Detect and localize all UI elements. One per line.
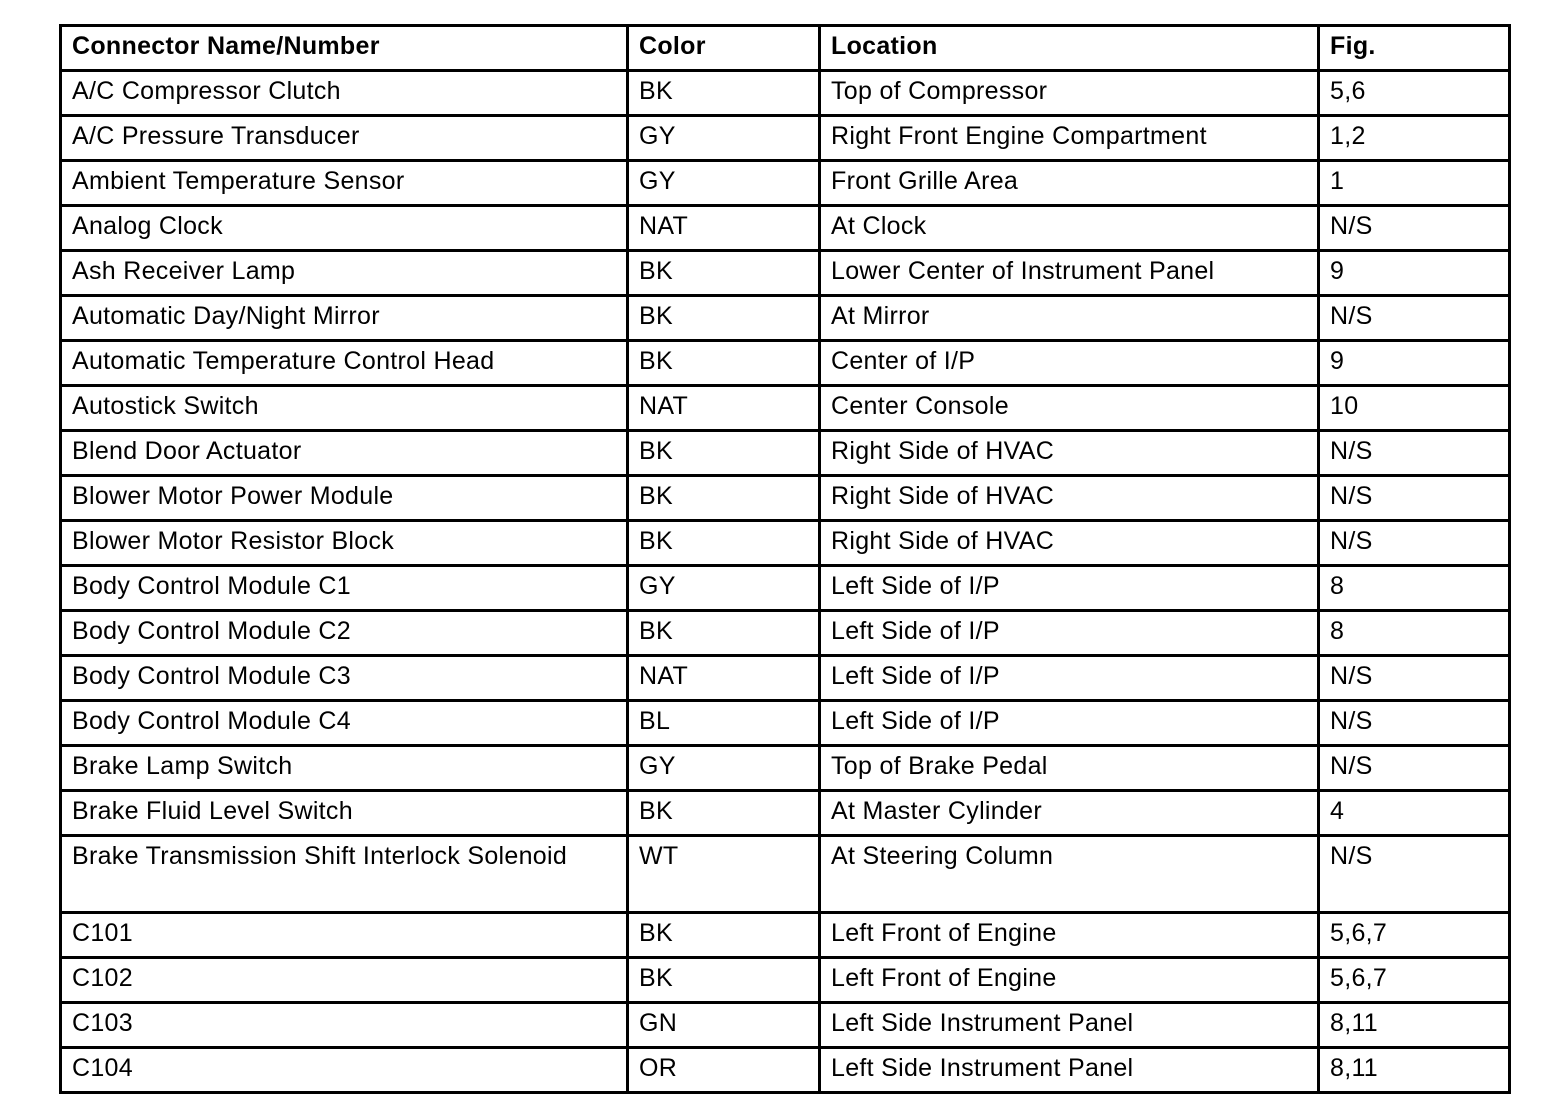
cell-color: BK xyxy=(628,476,820,521)
cell-fig: N/S xyxy=(1319,431,1510,476)
table-row xyxy=(61,611,1510,656)
cell-fig: 10 xyxy=(1319,386,1510,431)
table-row xyxy=(61,251,1510,296)
cell-location: Top of Brake Pedal xyxy=(820,746,1319,791)
table-row xyxy=(61,656,1510,701)
cell-color: NAT xyxy=(628,386,820,431)
cell-color: BK xyxy=(628,611,820,656)
cell-location: At Master Cylinder xyxy=(820,791,1319,836)
cell-connector-name: A/C Compressor Clutch xyxy=(61,71,628,116)
cell-color: NAT xyxy=(628,656,820,701)
cell-color: GY xyxy=(628,746,820,791)
cell-location: Lower Center of Instrument Panel xyxy=(820,251,1319,296)
table-row xyxy=(61,476,1510,521)
header-location: Location xyxy=(820,26,1319,71)
cell-fig: N/S xyxy=(1319,476,1510,521)
cell-connector-name: C104 xyxy=(61,1048,628,1093)
cell-location: Right Side of HVAC xyxy=(820,431,1319,476)
cell-location: Center Console xyxy=(820,386,1319,431)
table-row xyxy=(61,386,1510,431)
cell-fig: 5,6 xyxy=(1319,71,1510,116)
cell-color: GY xyxy=(628,566,820,611)
cell-fig: 5,6,7 xyxy=(1319,958,1510,1003)
cell-location: At Clock xyxy=(820,206,1319,251)
cell-connector-name: Analog Clock xyxy=(61,206,628,251)
table-row xyxy=(61,521,1510,566)
table-row xyxy=(61,1048,1510,1093)
cell-color: WT xyxy=(628,836,820,913)
cell-connector-name: Automatic Day/Night Mirror xyxy=(61,296,628,341)
cell-fig: 8,11 xyxy=(1319,1003,1510,1048)
cell-color: BK xyxy=(628,431,820,476)
header-fig: Fig. xyxy=(1319,26,1510,71)
cell-fig: 9 xyxy=(1319,341,1510,386)
table-row xyxy=(61,71,1510,116)
cell-connector-name: A/C Pressure Transducer xyxy=(61,116,628,161)
connector-table xyxy=(59,24,1511,1094)
connector-table-container xyxy=(59,24,1508,1094)
cell-connector-name: Automatic Temperature Control Head xyxy=(61,341,628,386)
table-row xyxy=(61,836,1510,913)
table-header-row xyxy=(61,26,1510,71)
cell-color: GY xyxy=(628,161,820,206)
table-row xyxy=(61,958,1510,1003)
cell-location: Front Grille Area xyxy=(820,161,1319,206)
table-row xyxy=(61,1003,1510,1048)
cell-connector-name: Body Control Module C4 xyxy=(61,701,628,746)
cell-connector-name: Brake Lamp Switch xyxy=(61,746,628,791)
cell-location: Left Front of Engine xyxy=(820,913,1319,958)
cell-fig: N/S xyxy=(1319,296,1510,341)
header-color: Color xyxy=(628,26,820,71)
cell-fig: N/S xyxy=(1319,746,1510,791)
cell-connector-name: C101 xyxy=(61,913,628,958)
table-row xyxy=(61,566,1510,611)
table-row xyxy=(61,161,1510,206)
cell-connector-name: Brake Fluid Level Switch xyxy=(61,791,628,836)
cell-location: Right Front Engine Compartment xyxy=(820,116,1319,161)
cell-color: NAT xyxy=(628,206,820,251)
cell-connector-name: C102 xyxy=(61,958,628,1003)
table-row xyxy=(61,116,1510,161)
cell-location: Left Side of I/P xyxy=(820,611,1319,656)
cell-location: Left Side Instrument Panel xyxy=(820,1003,1319,1048)
cell-connector-name: Blower Motor Power Module xyxy=(61,476,628,521)
cell-location: At Steering Column xyxy=(820,836,1319,913)
cell-color: BK xyxy=(628,341,820,386)
cell-color: BK xyxy=(628,791,820,836)
cell-color: BL xyxy=(628,701,820,746)
header-connector-name: Connector Name/Number xyxy=(61,26,628,71)
cell-location: Left Front of Engine xyxy=(820,958,1319,1003)
cell-color: GN xyxy=(628,1003,820,1048)
cell-fig: N/S xyxy=(1319,701,1510,746)
table-row xyxy=(61,746,1510,791)
cell-fig: 1,2 xyxy=(1319,116,1510,161)
cell-location: Left Side of I/P xyxy=(820,566,1319,611)
cell-location: Right Side of HVAC xyxy=(820,476,1319,521)
cell-connector-name: Brake Transmission Shift Interlock Solenoid xyxy=(61,836,628,913)
cell-location: Right Side of HVAC xyxy=(820,521,1319,566)
cell-connector-name: Ash Receiver Lamp xyxy=(61,251,628,296)
cell-fig: 8,11 xyxy=(1319,1048,1510,1093)
cell-fig: 9 xyxy=(1319,251,1510,296)
cell-connector-name: Body Control Module C1 xyxy=(61,566,628,611)
cell-location: Top of Compressor xyxy=(820,71,1319,116)
cell-fig: N/S xyxy=(1319,206,1510,251)
cell-fig: N/S xyxy=(1319,521,1510,566)
table-row xyxy=(61,206,1510,251)
cell-color: GY xyxy=(628,116,820,161)
cell-fig: 5,6,7 xyxy=(1319,913,1510,958)
cell-fig: 4 xyxy=(1319,791,1510,836)
cell-connector-name: Blend Door Actuator xyxy=(61,431,628,476)
cell-location: Left Side Instrument Panel xyxy=(820,1048,1319,1093)
cell-connector-name: Autostick Switch xyxy=(61,386,628,431)
table-row xyxy=(61,701,1510,746)
cell-color: BK xyxy=(628,521,820,566)
cell-connector-name: Blower Motor Resistor Block xyxy=(61,521,628,566)
cell-fig: N/S xyxy=(1319,656,1510,701)
cell-color: BK xyxy=(628,958,820,1003)
table-row xyxy=(61,791,1510,836)
cell-connector-name: Body Control Module C3 xyxy=(61,656,628,701)
cell-color: BK xyxy=(628,296,820,341)
cell-connector-name: C103 xyxy=(61,1003,628,1048)
cell-location: At Mirror xyxy=(820,296,1319,341)
cell-color: BK xyxy=(628,251,820,296)
cell-fig: 8 xyxy=(1319,611,1510,656)
cell-location: Left Side of I/P xyxy=(820,701,1319,746)
cell-fig: N/S xyxy=(1319,836,1510,913)
cell-connector-name: Body Control Module C2 xyxy=(61,611,628,656)
cell-location: Center of I/P xyxy=(820,341,1319,386)
cell-location: Left Side of I/P xyxy=(820,656,1319,701)
cell-connector-name: Ambient Temperature Sensor xyxy=(61,161,628,206)
cell-fig: 8 xyxy=(1319,566,1510,611)
table-row xyxy=(61,913,1510,958)
cell-color: OR xyxy=(628,1048,820,1093)
table-row xyxy=(61,296,1510,341)
table-row xyxy=(61,431,1510,476)
cell-fig: 1 xyxy=(1319,161,1510,206)
table-row xyxy=(61,341,1510,386)
cell-color: BK xyxy=(628,913,820,958)
cell-color: BK xyxy=(628,71,820,116)
